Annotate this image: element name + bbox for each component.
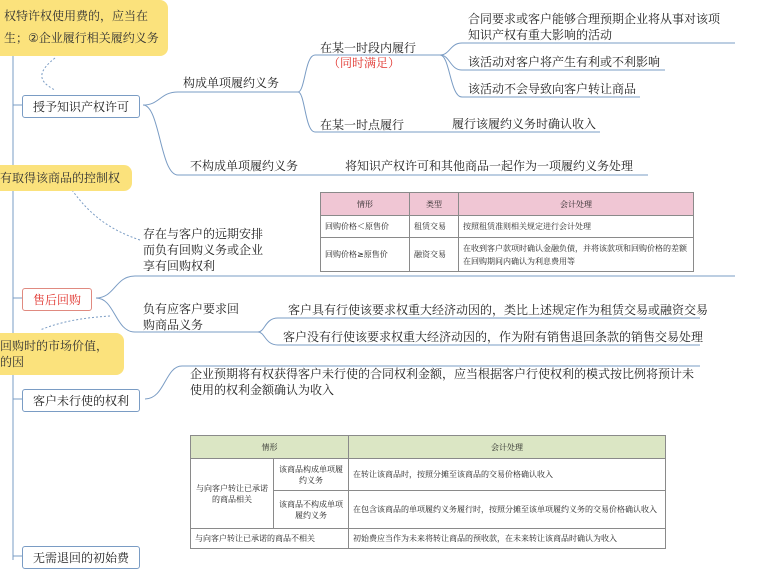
- t2-cell: 在转让该商品时，按照分摊至该商品的交易价格确认收入: [349, 459, 666, 491]
- t1-header-treatment: 会计处理: [459, 193, 694, 216]
- not-single-label: 不构成单项履约义务: [190, 159, 299, 173]
- note-top: [0, 0, 168, 56]
- over-time-label: 在某一时段内履行: [320, 41, 417, 55]
- t1-cell: 融资交易: [410, 238, 459, 272]
- request-case-2: 客户没有行使该要求权重大经济动因的，作为附有销售退回条款的销售交易处理: [283, 330, 704, 344]
- t2-cell: 初始费应当作为未来将转让商品的预收款，在未来转让该商品时确认为收入: [349, 529, 666, 549]
- dashed-link-market: [40, 316, 110, 330]
- branch-license[interactable]: 授予知识产权许可: [22, 95, 140, 118]
- dashed-link-top: [42, 58, 55, 90]
- condition-2: 该活动对客户将产生有利或不利影响: [468, 55, 661, 69]
- single-obligation-label: 构成单项履约义务: [183, 76, 280, 90]
- over-time-note: （同时满足）: [328, 56, 401, 70]
- initial-fee-table: [190, 435, 666, 549]
- t2-cell: 该商品构成单项履约义务: [274, 459, 349, 491]
- point-in-time-label: 在某一时点履行: [320, 118, 405, 132]
- t1-cell: 按照租赁准则相关规定进行会计处理: [459, 216, 694, 238]
- t2-cell: 与向客户转让已承诺的商品不相关: [191, 529, 349, 549]
- unexercised-detail: 企业预期将有权获得客户未行使的合同权利金额，应当根据客户行使权利的模式按比例将预计未使用的权利金额确认为收入: [190, 367, 695, 397]
- note-top-line2: 生；②企业履行相关履约义务: [4, 31, 159, 45]
- branch-initial-fee[interactable]: 无需退回的初始费: [22, 546, 140, 569]
- t2-cell: 该商品不构成单项履约义务: [274, 491, 349, 529]
- branch-unexercised[interactable]: 客户未行使的权利: [22, 389, 140, 412]
- repurchase-table: [320, 192, 694, 272]
- t1-header-type: 类型: [410, 193, 459, 216]
- note-market: [0, 333, 124, 375]
- point-in-time-detail: 履行该履约义务时确认收入: [452, 117, 597, 131]
- t1-cell: 在收到客户款项时确认金融负债，并将该款项和回购价格的差额在回购期间内确认为利息费用等: [459, 238, 694, 272]
- dashed-link-control: [72, 190, 140, 240]
- condition-3: 该活动不会导致向客户转让商品: [468, 82, 637, 96]
- t1-header-case: 情形: [321, 193, 410, 216]
- t2-header-case: 情形: [191, 436, 349, 459]
- t2-cell: 在包含该商品的单项履约义务履行时，按照分摊至该单项履约义务的交易价格确认收入: [349, 491, 666, 529]
- license-to-single: [143, 92, 298, 105]
- forward-arrangement: 存在与客户的远期安排而负有回购义务或企业享有回购权利: [143, 227, 264, 273]
- request-case-1: 客户具有行使该要求权重大经济动因的，类比上述规定作为租赁交易或融资交易: [288, 303, 709, 317]
- t1-cell: 租赁交易: [410, 216, 459, 238]
- t1-cell: 回购价格＜原售价: [321, 216, 410, 238]
- t1-cell: 回购价格≥原售价: [321, 238, 410, 272]
- note-market-line2: 的因: [0, 355, 25, 369]
- note-control: 有取得该商品的控制权: [0, 165, 132, 191]
- branch-aftersale[interactable]: 售后回购: [22, 288, 92, 311]
- note-market-line1: 回购时的市场价值，: [0, 339, 109, 353]
- aftersale-to-forward: [96, 276, 735, 298]
- t2-group-label: 与向客户转让已承诺的商品相关: [191, 459, 274, 529]
- note-top-line1: 权特许权使用费的，应当在: [4, 9, 149, 23]
- not-single-detail: 将知识产权许可和其他商品一起作为一项履约义务处理: [345, 159, 634, 173]
- customer-request: 负有应客户要求回购商品义务: [143, 302, 240, 332]
- t2-header-treatment: 会计处理: [349, 436, 666, 459]
- condition-1: 合同要求或客户能够合理预期企业将从事对该项知识产权有重大影响的活动: [468, 12, 721, 42]
